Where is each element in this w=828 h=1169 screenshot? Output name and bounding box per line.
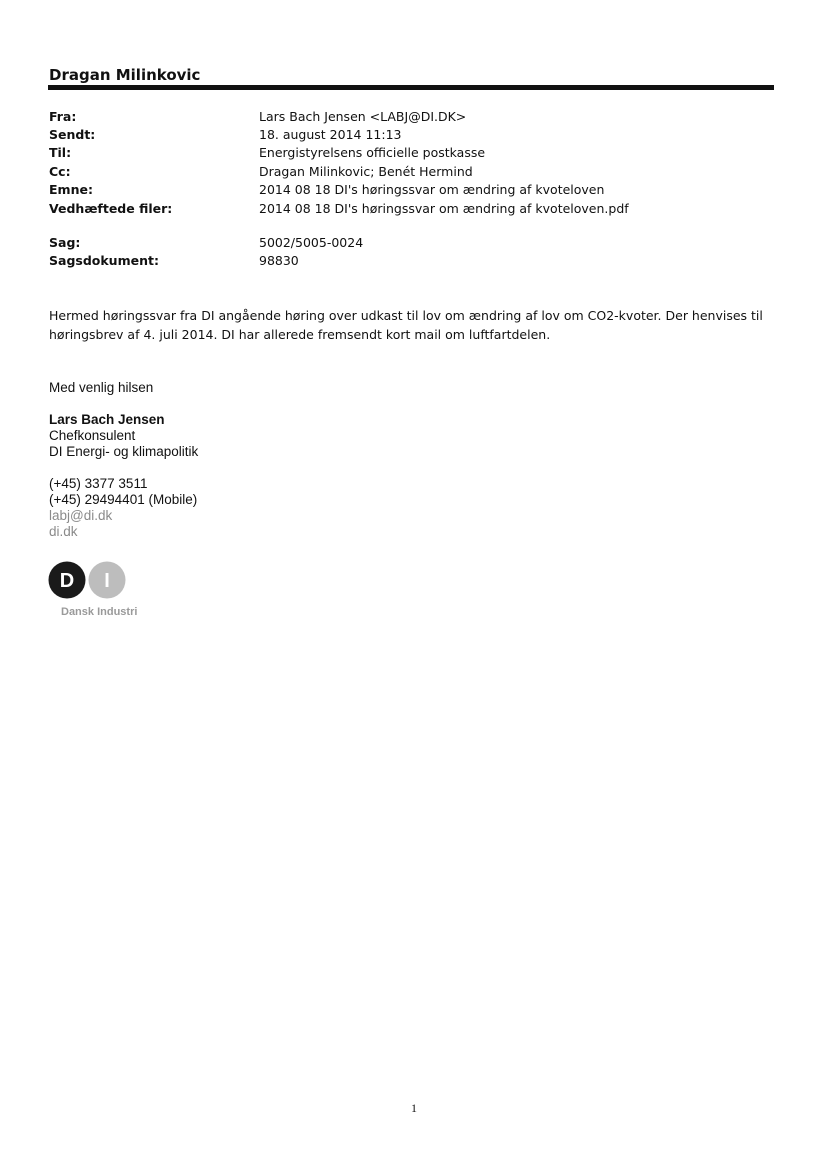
di-logo-mark [48, 561, 130, 599]
logo-caption: Dansk Industri [61, 606, 138, 618]
mailbox-owner-name: Dragan Milinkovic [49, 66, 201, 84]
from-label: Fra: [49, 108, 77, 124]
header-row-from [49, 107, 769, 125]
email-header [49, 107, 769, 270]
signature-email: labj@di.dk [49, 508, 113, 523]
logo-letter-i: I [104, 570, 110, 592]
signature-title: Chefkonsulent [49, 428, 136, 443]
signature-name: Lars Bach Jensen [49, 412, 165, 427]
header-row-cc [49, 162, 769, 180]
to-label: Til: [49, 145, 72, 161]
header-row-sent [49, 125, 769, 143]
subject-value: 2014 08 18 DI's høringssvar om ændring af kvoteloven [259, 182, 605, 198]
signature-website: di.dk [49, 524, 78, 539]
header-row-attachments [49, 199, 769, 217]
signature-mobile: (+45) 29494401 (Mobile) [49, 492, 198, 507]
header-row-case [49, 233, 769, 251]
signature-block [49, 380, 198, 540]
header-row-subject [49, 181, 769, 199]
case-document-label: Sagsdokument: [49, 253, 159, 269]
signature-phone: (+45) 3377 3511 [49, 476, 148, 491]
signature-department: DI Energi- og klimapolitik [49, 444, 199, 459]
sent-value: 18. august 2014 11:13 [259, 127, 402, 143]
header-row-to [49, 144, 769, 162]
cc-value: Dragan Milinkovic; Benét Hermind [259, 163, 473, 179]
signature-greeting: Med venlig hilsen [49, 380, 154, 395]
subject-label: Emne: [49, 182, 93, 198]
to-value: Energistyrelsens officielle postkasse [259, 145, 486, 161]
email-body: Hermed høringssvar fra DI angående høring over udkast til lov om ændring af lov om CO2-kvoter. Der henvises til høringsbrev af 4. juli 2014. DI har allerede fremsendt kort mail om luftfartdelen. [49, 308, 763, 342]
from-value: Lars Bach Jensen <LABJ@DI.DK> [259, 108, 467, 124]
case-label: Sag: [49, 235, 81, 251]
di-logo [48, 561, 130, 599]
cc-label: Cc: [49, 163, 71, 179]
case-document-value: 98830 [259, 253, 299, 269]
sent-label: Sendt: [49, 127, 96, 143]
header-rule [48, 85, 774, 90]
signature-spacer [49, 460, 198, 476]
case-value: 5002/5005-0024 [259, 235, 364, 251]
header-row-case-document [49, 252, 769, 270]
attachments-value: 2014 08 18 DI's høringssvar om ændring af kvoteloven.pdf [259, 200, 629, 216]
attachments-label: Vedhæftede filer: [49, 200, 173, 216]
page-number: 1 [411, 1101, 417, 1115]
logo-letter-d: D [59, 570, 75, 592]
